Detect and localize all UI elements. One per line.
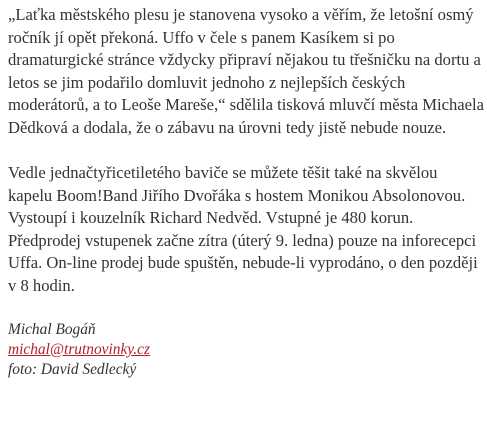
article-paragraph-1: „Laťka městského plesu je stanovena vysoko a věřím, že letošní osmý ročník jí opět překoná. Uffo v čele s panem Kasíkem si po dramaturgické stránce vždycky připraví nějakou tu třešničku na dortu a letos se jim podařilo domluvit jednoho z nejlepších českých moderátorů, a to Leoše Mareše,“ sdělila tisková mluvčí města Michaela Dědková a dodala, že o zábavu na úrovni tedy jistě nebude nouze. — [8, 5, 484, 137]
article-body — [8, 4, 484, 380]
author-name: Michal Bogáň — [8, 321, 96, 338]
author-email-link[interactable]: michal@trutnovinky.cz — [8, 341, 150, 358]
photo-credit: foto: David Sedlecký — [8, 361, 137, 378]
article-signature — [8, 320, 484, 380]
article-paragraph-2: Vedle jednačtyřicetiletého baviče se můžete těšit také na skvělou kapelu Boom!Band Jiřího Dvořáka s hostem Monikou Absolonovou. Vystoupí i kouzelník Richard Nedvěd. Vstupné je 480 korun. Předprodej vstupenek začne zítra (úterý 9. ledna) pouze na inforecepci Uffa. On-line prodej bude spuštěn, nebude-li vyprodáno, o den později v 8 hodin. — [8, 163, 478, 295]
